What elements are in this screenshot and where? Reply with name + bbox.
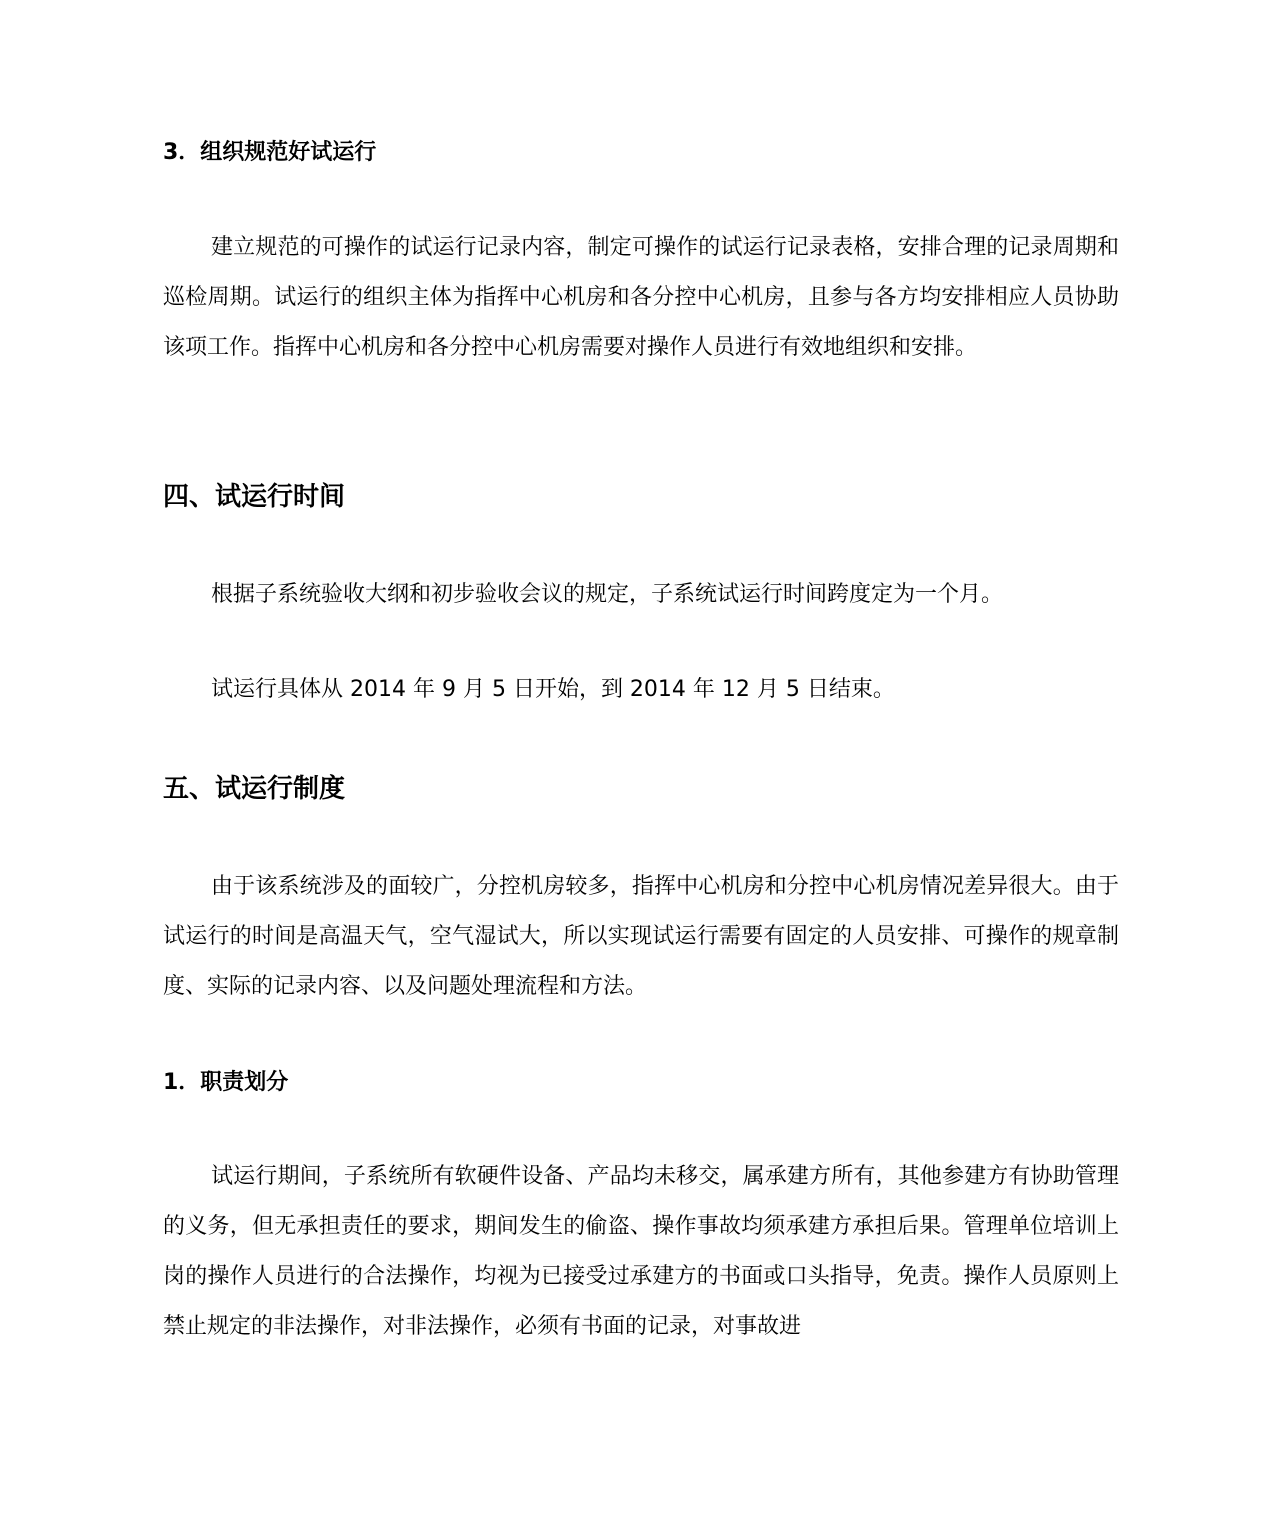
- subsection-heading-responsibilities: 1．职责划分: [163, 1070, 289, 1095]
- paragraph-responsibilities: 试运行期间，子系统所有软硬件设备、产品均未移交，属承建方所有，其他参建方有协助管理的义务，但无承担责任的要求，期间发生的偷盗、操作事故均须承建方承担后果。管理单位培训上岗的操作人员进行的合法操作，均视为已接受过承建方的书面或口头指导，免责。操作人员原则上禁止规定的非法操作，对非法操作，必须有书面的记录，对事故进: [163, 1164, 1119, 1339]
- subsection-heading-organize-trial-run: 3．组织规范好试运行: [163, 140, 377, 165]
- paragraph-trial-run-duration: 根据子系统验收大纲和初步验收会议的规定，子系统试运行时间跨度定为一个月。: [211, 582, 1004, 607]
- paragraph-trial-run-records: 建立规范的可操作的试运行记录内容，制定可操作的试运行记录表格，安排合理的记录周期和巡检周期。试运行的组织主体为指挥中心机房和各分控中心机房，且参与各方均安排相应人员协助该项工作。指挥中心机房和各分控中心机房需要对操作人员进行有效地组织和安排。: [163, 235, 1119, 360]
- paragraph-trial-run-conditions: 由于该系统涉及的面较广，分控机房较多，指挥中心机房和分控中心机房情况差异很大。由于试运行的时间是高温天气，空气湿试大，所以实现试运行需要有固定的人员安排、可操作的规章制度、实际的记录内容、以及问题处理流程和方法。: [163, 874, 1119, 999]
- section-heading-trial-run-time: 四、试运行时间: [163, 482, 346, 512]
- paragraph-trial-run-dates: 试运行具体从 2014 年 9 月 5 日开始，到 2014 年 12 月 5 日结束。: [211, 677, 895, 702]
- section-heading-trial-run-system: 五、试运行制度: [163, 774, 346, 804]
